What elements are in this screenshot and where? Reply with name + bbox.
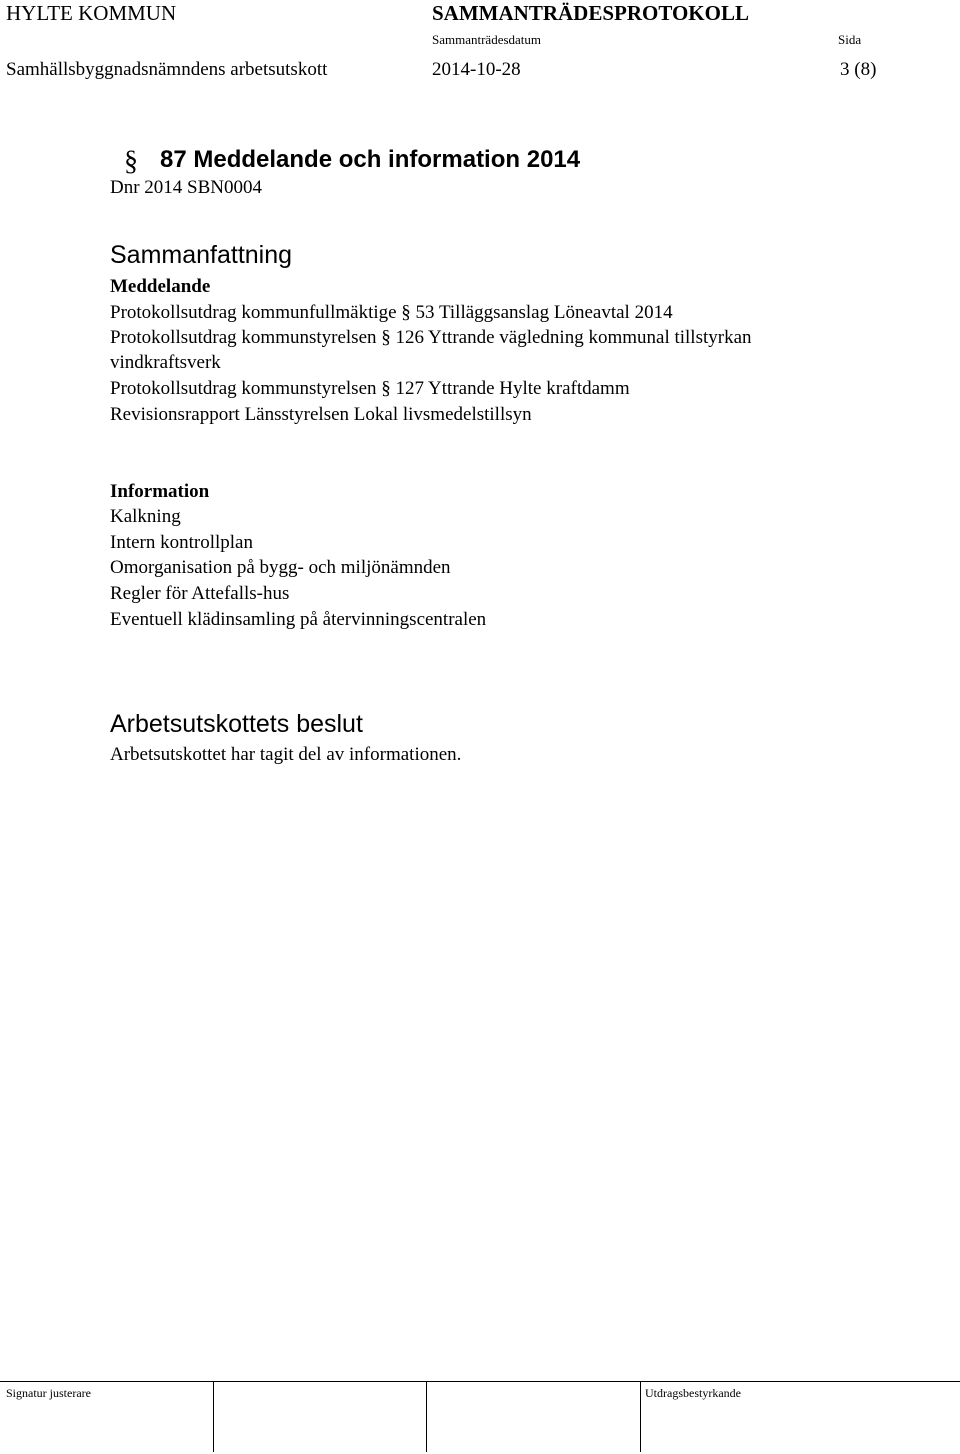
- signature-label: Signatur justerare: [6, 1386, 91, 1400]
- meddelande-line: Protokollsutdrag kommunstyrelsen § 127 Yttrande Hylte kraftdamm: [110, 378, 630, 399]
- information-line: Intern kontrollplan: [110, 532, 253, 553]
- information-line: Eventuell klädinsamling på återvinningscentralen: [110, 609, 487, 630]
- meddelande-line: vindkraftsverk: [110, 352, 221, 373]
- extract-label: Utdragsbestyrkande: [645, 1386, 741, 1400]
- section-sign: §: [124, 146, 138, 177]
- footer-column-divider: [640, 1382, 641, 1452]
- decision-text: Arbetsutskottet har tagit del av informationen.: [110, 744, 462, 765]
- committee-name: Samhällsbyggnadsnämndens arbetsutskott: [6, 59, 328, 80]
- summary-heading: Sammanfattning: [110, 241, 293, 269]
- case-number: Dnr 2014 SBN0004: [110, 177, 263, 198]
- meddelande-line: Protokollsutdrag kommunfullmäktige § 53 Tilläggsanslag Löneavtal 2014: [110, 302, 673, 323]
- paragraph-title: 87 Meddelande och information 2014: [160, 146, 581, 173]
- organization-name: HYLTE KOMMUN: [6, 1, 177, 25]
- meddelande-line: Revisionsrapport Länsstyrelsen Lokal livsmedelstillsyn: [110, 404, 532, 425]
- information-line: Omorganisation på bygg- och miljönämnden: [110, 557, 451, 578]
- footer-column-divider: [426, 1382, 427, 1452]
- page-label: Sida: [838, 32, 862, 47]
- information-line: Kalkning: [110, 506, 181, 527]
- document-type: SAMMANTRÄDESPROTOKOLL: [432, 1, 749, 25]
- footer-column-divider: [213, 1382, 214, 1452]
- decision-heading: Arbetsutskottets beslut: [110, 710, 363, 738]
- information-line: Regler för Attefalls-hus: [110, 583, 290, 604]
- meddelande-heading: Meddelande: [110, 276, 211, 297]
- meddelande-line: Protokollsutdrag kommunstyrelsen § 126 Yttrande vägledning kommunal tillstyrkan: [110, 327, 752, 348]
- date-label: Sammanträdesdatum: [432, 32, 542, 47]
- page-number: 3 (8): [840, 59, 877, 80]
- meeting-date: 2014-10-28: [432, 59, 521, 80]
- information-heading: Information: [110, 481, 210, 502]
- footer-divider: [0, 1381, 960, 1382]
